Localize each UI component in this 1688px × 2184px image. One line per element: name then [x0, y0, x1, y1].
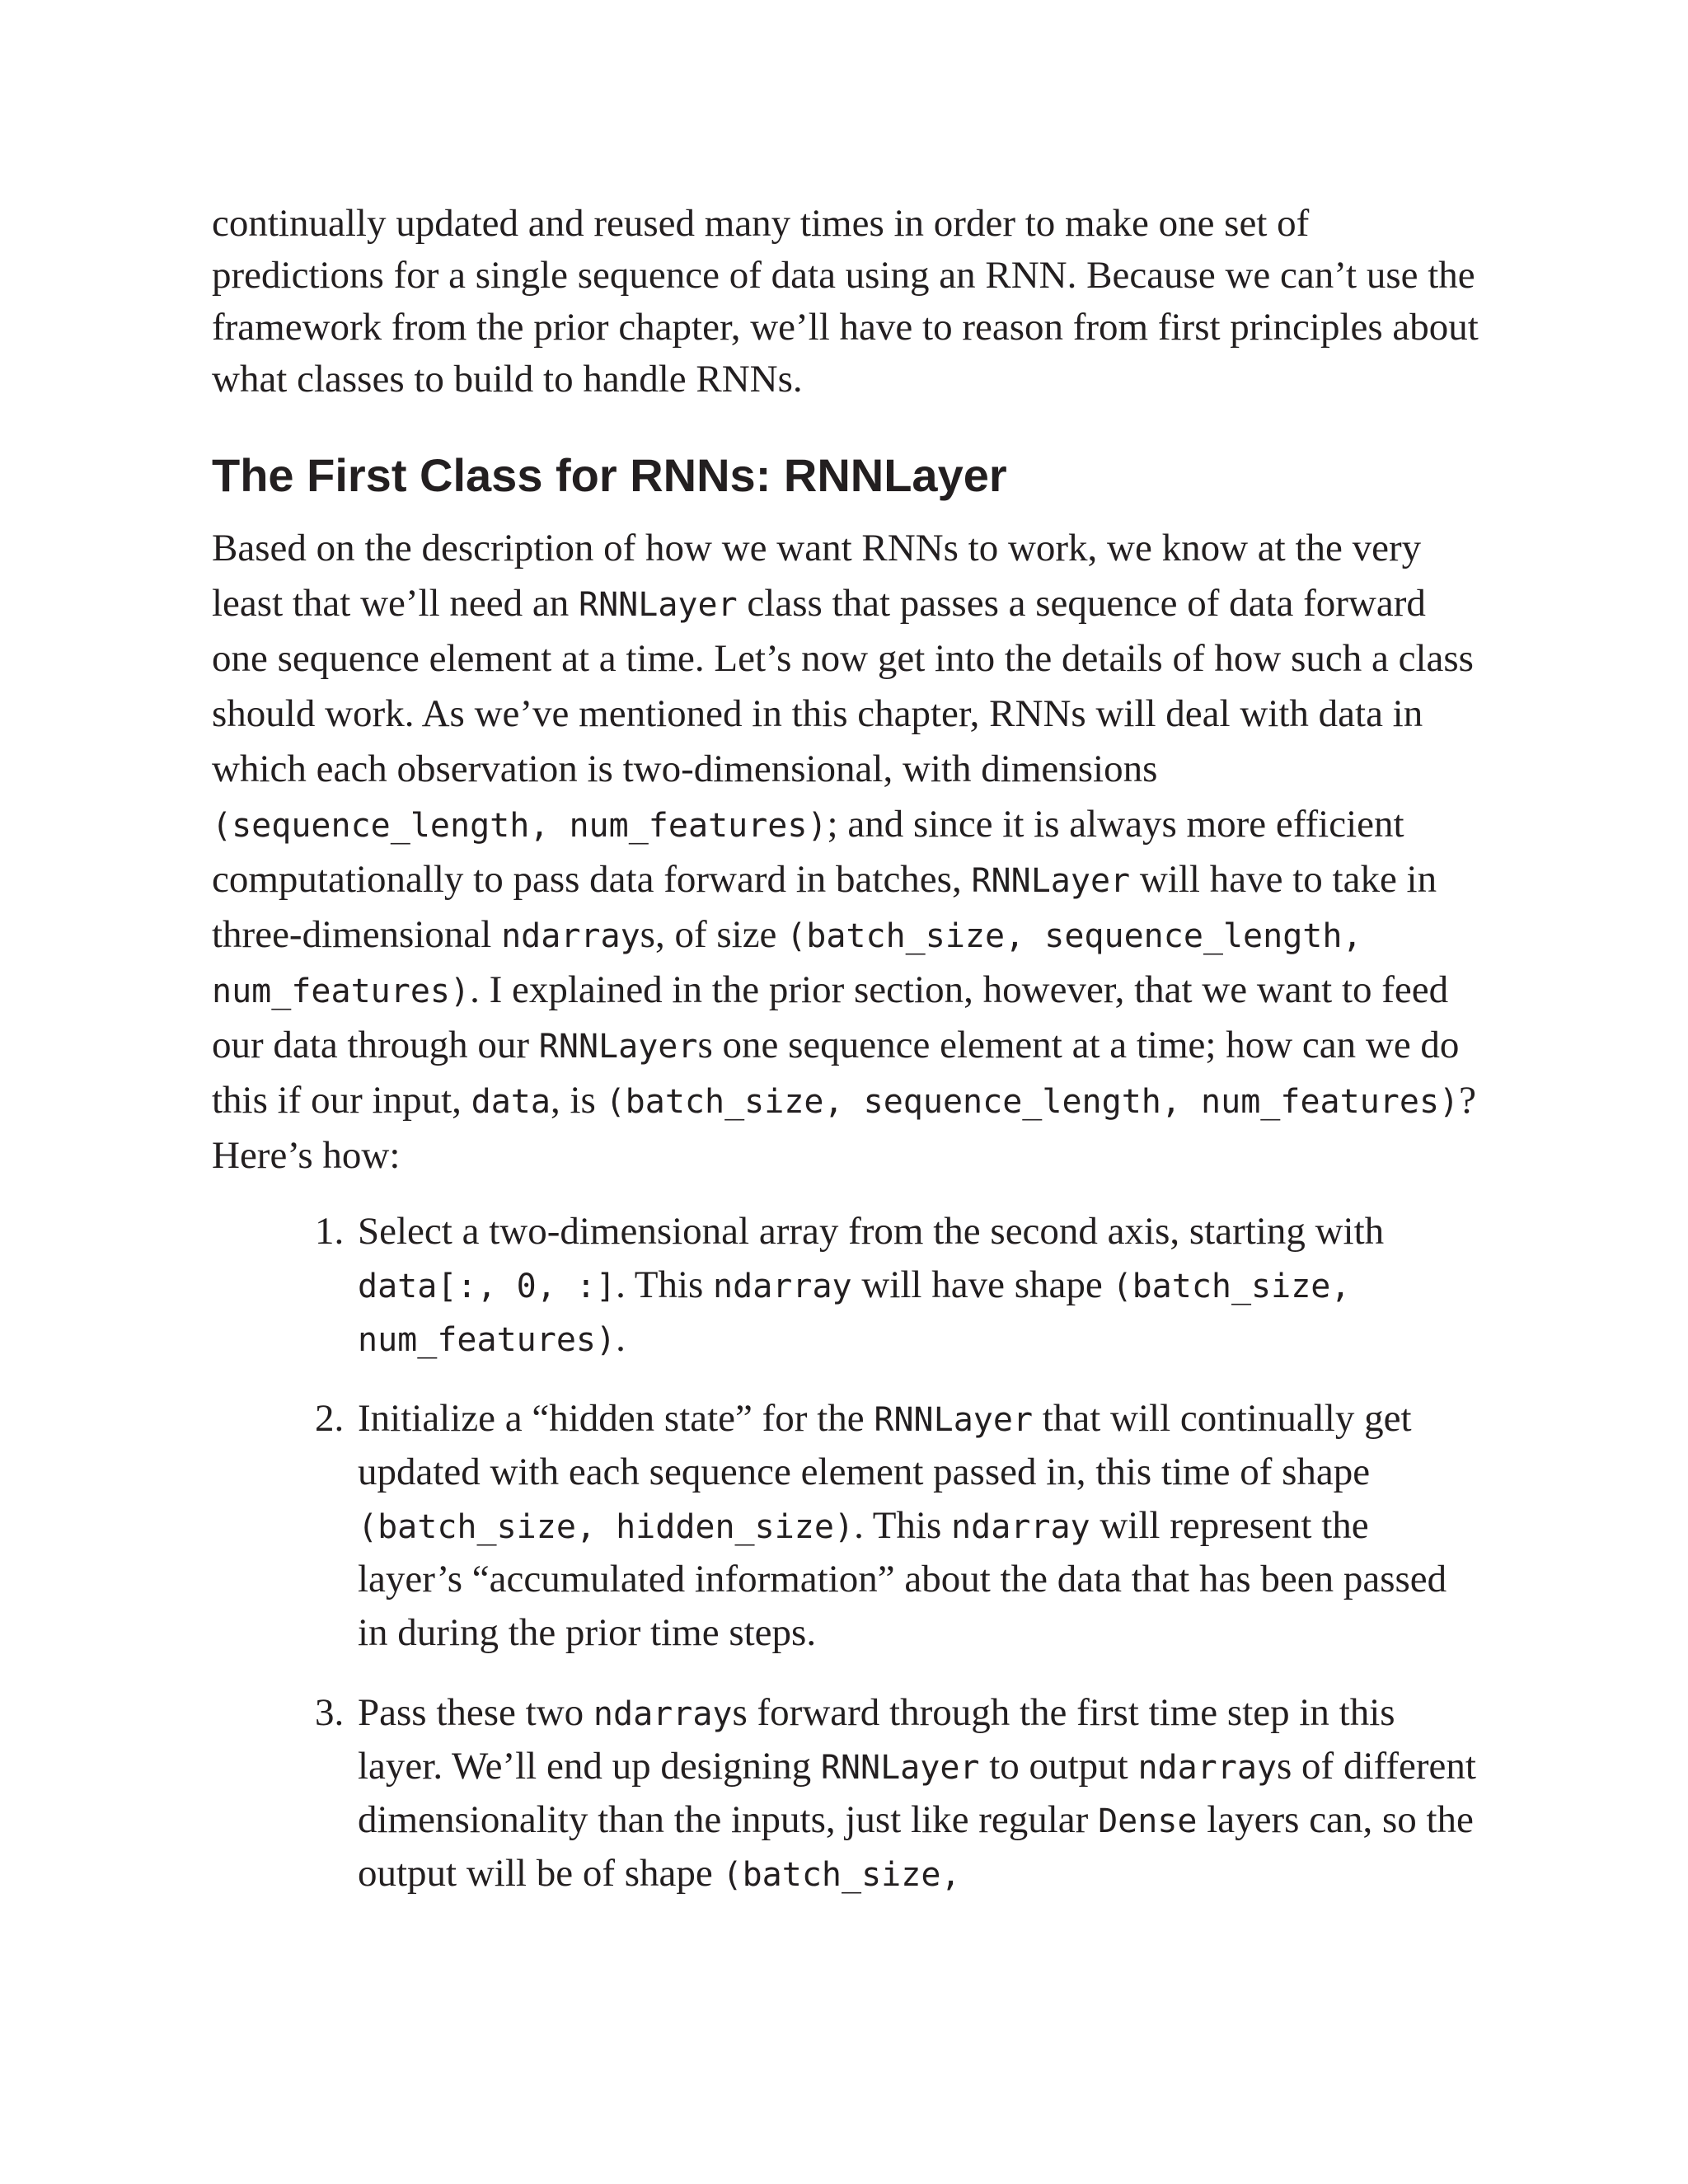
- list-item: [212, 1205, 1481, 1366]
- text-run: will represent the layer’s “accumulated information” about the data that has been passed in during the prior time steps.: [358, 1504, 1447, 1654]
- text-run: to output: [979, 1745, 1138, 1788]
- list-item: [212, 1686, 1481, 1900]
- inline-code: ndarray: [951, 1508, 1090, 1546]
- inline-code: ndarray: [1137, 1749, 1278, 1787]
- text-run: s forward through the first time step in this layer. We’ll end up designing: [358, 1691, 1395, 1788]
- text-run: Initialize a “hidden state” for the: [358, 1397, 874, 1440]
- inline-code: RNNLayer: [538, 1028, 698, 1066]
- inline-code: RNNLayer: [874, 1401, 1034, 1439]
- inline-code: (batch_size, sequence_length, num_features): [605, 1083, 1460, 1121]
- inline-code: RNNLayer: [579, 586, 738, 624]
- text-run: . This: [854, 1504, 952, 1547]
- text-run: , is: [550, 1079, 606, 1122]
- list-item: [212, 1392, 1481, 1660]
- inline-code: data: [471, 1083, 551, 1121]
- text-run: Based on the description of how we want RNNs to work, we know at the very least that we’ll need an: [212, 527, 1422, 625]
- inline-code: (sequence_length, num_features): [212, 807, 828, 845]
- section-heading: The First Class for RNNs: RNNLayer: [212, 449, 1007, 501]
- inline-code: data[:, 0, :]: [358, 1268, 617, 1305]
- list-number: 1.: [315, 1210, 345, 1253]
- text-run: Pass these two: [358, 1691, 593, 1734]
- inline-code: ndarray: [593, 1695, 733, 1733]
- text-run: will have shape: [851, 1263, 1113, 1306]
- inline-code: ndarray: [501, 917, 640, 955]
- text-run: Select a two-dimensional array from the second axis, starting with: [358, 1210, 1385, 1253]
- text-run: . I explained in the prior section, however, that we want to feed our data through our: [212, 968, 1449, 1066]
- text-run: that will continually get updated with each sequence element passed in, this time of shape: [358, 1397, 1412, 1493]
- page-content: [212, 198, 1481, 1927]
- text-run: . This: [616, 1263, 714, 1306]
- text-run: .: [616, 1317, 626, 1360]
- numbered-list: [212, 1205, 1481, 1900]
- inline-code: ndarray: [713, 1268, 852, 1305]
- intro-paragraph: continually updated and reused many times in order to make one set of predictions for a single sequence of data using an RNN. Because we can’t use the framework from the prior chapter, we’ll have to reason from first principles about what classes to build to handle RNNs.: [212, 202, 1479, 401]
- text-run: will have to take in three-dimensional: [212, 858, 1437, 956]
- inline-code: RNNLayer: [971, 862, 1131, 900]
- text-run: layers can, so the output will be of shape: [358, 1798, 1474, 1895]
- text-run: class that passes a sequence of data forward one sequence element at a time. Let’s now get into the details of how such a class should work. As we’ve mentioned in this chapter, RNNs will deal with data in which each observation is two-dimensional, with dimensions: [212, 582, 1474, 790]
- inline-code: (batch_size, sequence_length, num_features): [212, 917, 1362, 1010]
- text-run: ; and since it is always more efficient computationally to pass data forward in batches,: [212, 803, 1404, 901]
- text-run: ? Here’s how:: [212, 1079, 1476, 1177]
- text-run: s, of size: [640, 913, 787, 956]
- inline-code: RNNLayer: [820, 1749, 980, 1787]
- body-paragraph: [212, 521, 1481, 1183]
- list-number: 2.: [315, 1397, 345, 1440]
- inline-code: (batch_size, hidden_size): [358, 1508, 855, 1546]
- text-run: s one sequence element at a time; how can we do this if our input,: [212, 1024, 1460, 1122]
- inline-code: (batch_size, num_features): [358, 1268, 1351, 1359]
- inline-code: (batch_size,: [722, 1856, 961, 1894]
- list-number: 3.: [315, 1691, 345, 1734]
- text-run: s of different dimensionality than the inputs, just like regular: [358, 1745, 1476, 1841]
- inline-code: Dense: [1098, 1802, 1198, 1840]
